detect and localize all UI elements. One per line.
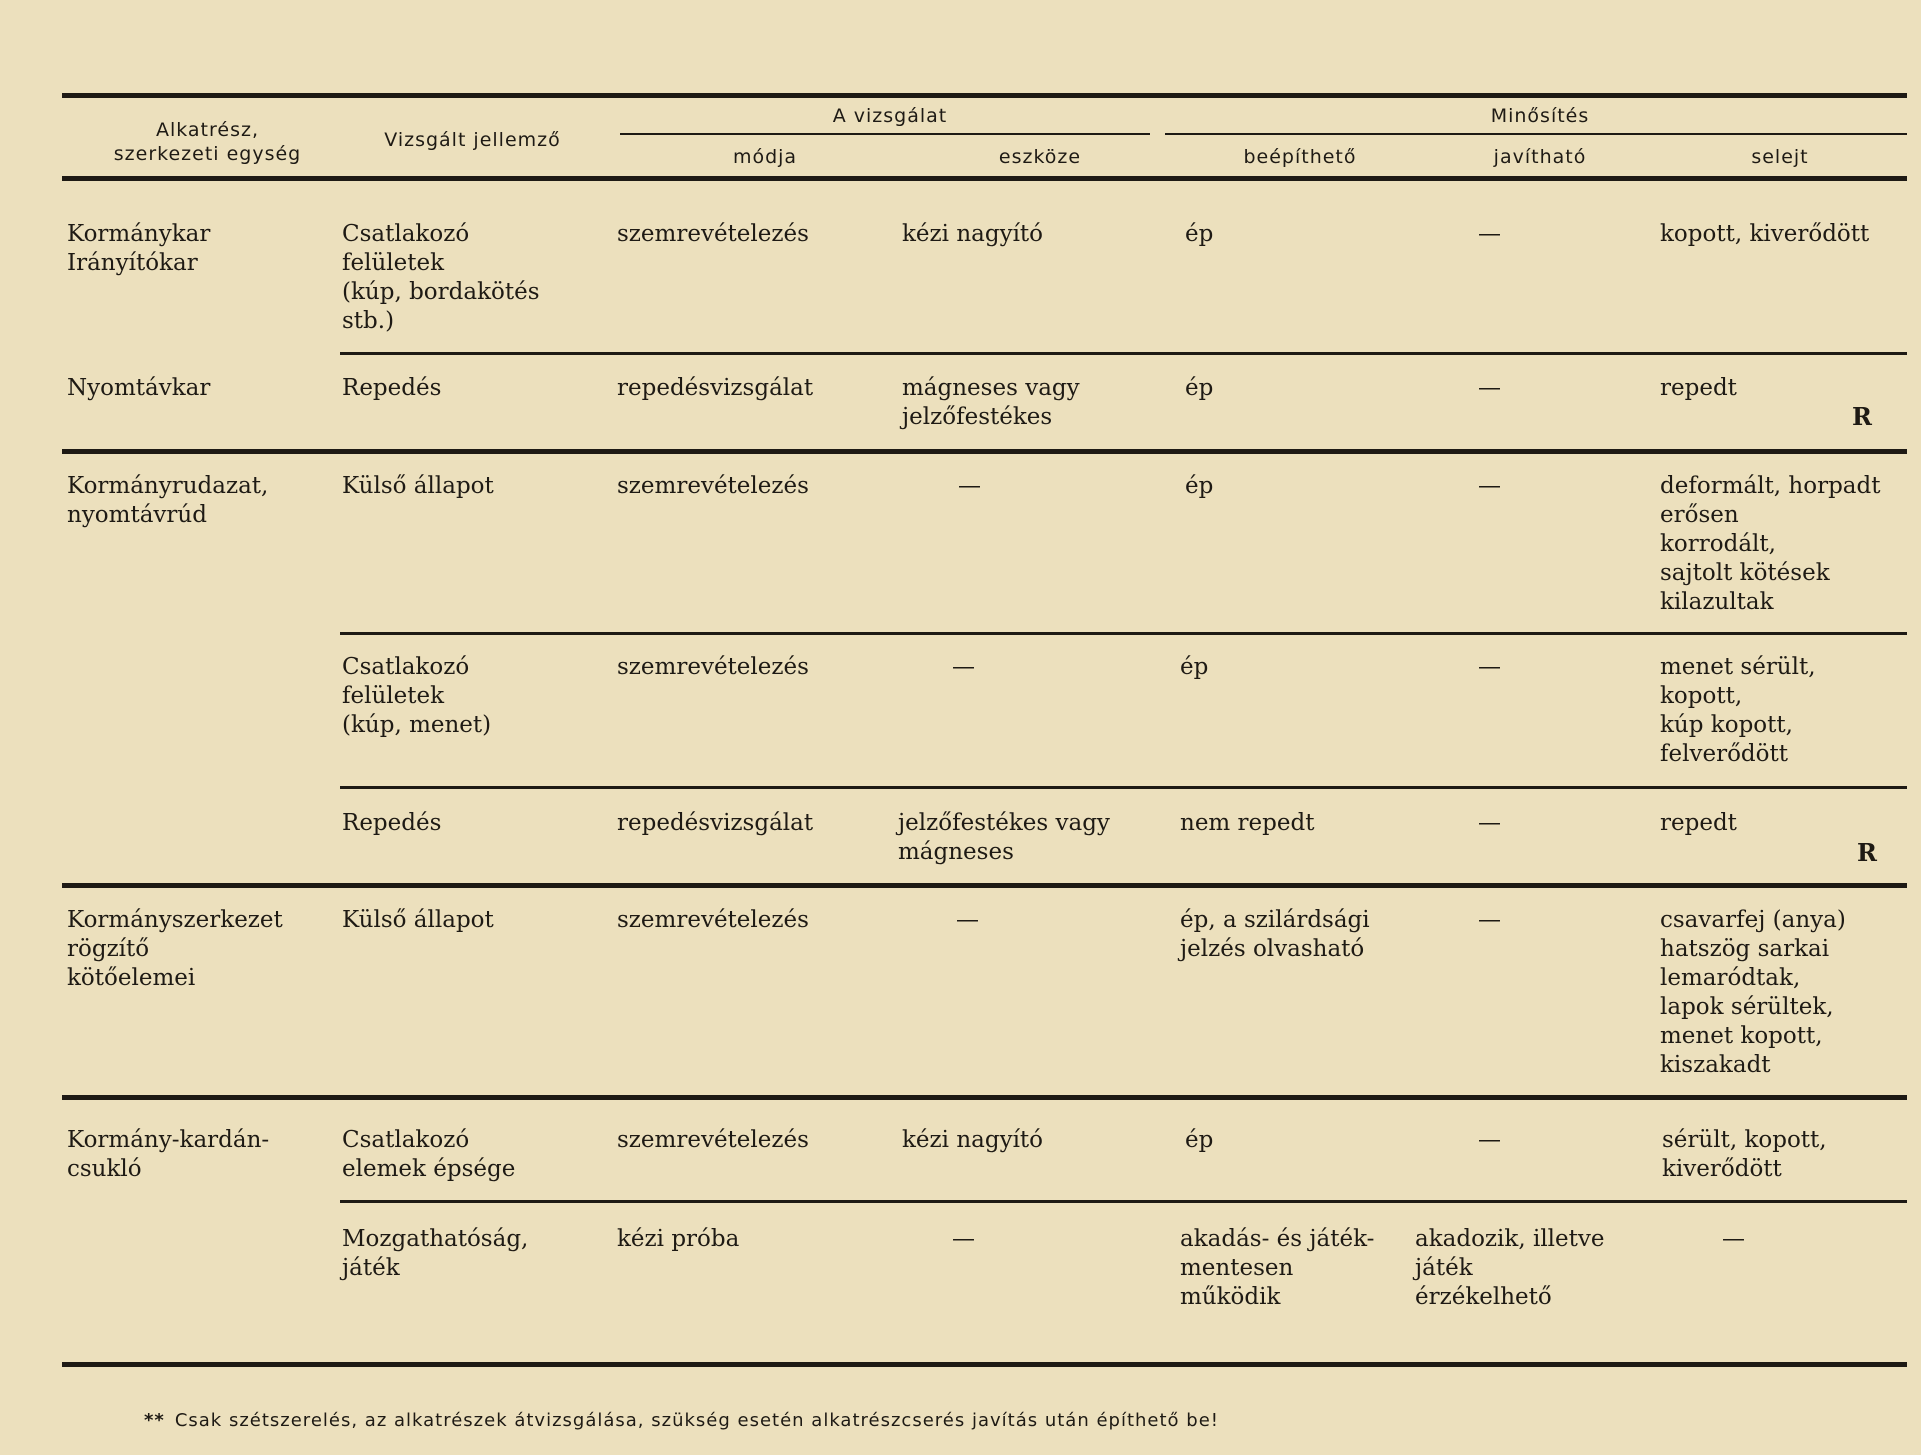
header-method: módja xyxy=(732,146,798,168)
row1-repairable: — xyxy=(1478,221,1501,247)
row1-reject: kopott, kiverődött xyxy=(1660,221,1870,247)
row6-installable: ép, a szilárdsági jelzés olvasható xyxy=(1180,907,1370,962)
row3-repairable: — xyxy=(1478,473,1501,499)
row1-tool: kézi nagyító xyxy=(902,221,1044,247)
row5-method: repedésvizsgálat xyxy=(617,810,814,836)
row2-tool: mágneses vagy jelzőfestékes xyxy=(902,375,1080,430)
rating-group-rule xyxy=(1165,133,1907,135)
header-part: Alkatrész, szerkezeti egység xyxy=(113,119,302,165)
row8-installable: akadás- és játék- mentesen működik xyxy=(1180,1226,1375,1310)
row2-part: Nyomtávkar xyxy=(67,375,211,401)
row1-method: szemrevételezés xyxy=(617,221,809,247)
row2-method: repedésvizsgálat xyxy=(617,375,814,401)
row2-installable: ép xyxy=(1185,375,1214,401)
row2-r-mark: R xyxy=(1852,402,1872,431)
row1-installable: ép xyxy=(1185,221,1214,247)
row5-divider xyxy=(62,883,1907,888)
row5-tool: jelzőfestékes vagy mágneses xyxy=(898,810,1110,865)
row2-divider xyxy=(62,449,1907,454)
row4-reject: menet sérült, kopott, kúp kopott, felverődött xyxy=(1660,654,1816,767)
row4-method: szemrevételezés xyxy=(617,654,809,680)
row6-tool: — xyxy=(956,907,979,933)
row6-divider xyxy=(62,1095,1907,1100)
row7-installable: ép xyxy=(1185,1127,1214,1153)
row3-reject: deformált, horpadt erősen korrodált, sajtolt kötések kilazultak xyxy=(1660,473,1881,615)
row8-tool: — xyxy=(952,1226,975,1252)
row4-divider xyxy=(340,786,1907,789)
header-rating-group: Minősítés xyxy=(1490,105,1590,127)
header-feature: Vizsgált jellemző xyxy=(384,129,561,151)
row3-tool: — xyxy=(958,473,981,499)
row6-part: Kormányszerkezet rögzítő kötőelemei xyxy=(67,907,283,991)
footnote-text: Csak szétszerelés, az alkatrészek átvizsgálása, szükség esetén alkatrészcserés javítás után építhető be! xyxy=(174,1410,1219,1431)
row1-feature: Csatlakozó felületek (kúp, bordakötés stb.) xyxy=(342,221,540,334)
row7-divider xyxy=(340,1200,1907,1203)
row2-feature: Repedés xyxy=(342,375,442,401)
row7-method: szemrevételezés xyxy=(617,1127,809,1153)
row4-feature: Csatlakozó felületek (kúp, menet) xyxy=(342,654,492,738)
row4-installable: ép xyxy=(1180,654,1209,680)
header-installable: beépíthető xyxy=(1243,146,1357,168)
row7-repairable: — xyxy=(1478,1127,1501,1153)
row1-part: Kormánykar Irányítókar xyxy=(67,221,211,276)
row6-repairable: — xyxy=(1478,907,1501,933)
row7-tool: kézi nagyító xyxy=(902,1127,1044,1153)
row8-feature: Mozgathatóság, játék xyxy=(342,1226,529,1281)
header-exam-group: A vizsgálat xyxy=(832,105,948,127)
row6-reject: csavarfej (anya) hatszög sarkai lemaródtak, lapok sérültek, menet kopott, kiszakadt xyxy=(1660,907,1846,1078)
row3-divider xyxy=(340,632,1907,635)
row4-tool: — xyxy=(952,654,975,680)
header-tool: eszköze xyxy=(998,146,1082,168)
row3-installable: ép xyxy=(1185,473,1214,499)
row7-reject: sérült, kopott, kiverődött xyxy=(1662,1127,1827,1182)
header-bottom-rule xyxy=(62,176,1907,181)
table-bottom-rule xyxy=(62,1362,1907,1367)
row1-divider xyxy=(340,352,1907,355)
table-top-rule xyxy=(62,93,1907,98)
row3-feature: Külső állapot xyxy=(342,473,494,499)
row6-method: szemrevételezés xyxy=(617,907,809,933)
row7-feature: Csatlakozó elemek épsége xyxy=(342,1127,516,1182)
row3-method: szemrevételezés xyxy=(617,473,809,499)
header-repairable: javítható xyxy=(1493,146,1587,168)
exam-group-rule xyxy=(620,133,1150,135)
row8-method: kézi próba xyxy=(617,1226,740,1252)
row2-reject: repedt xyxy=(1660,375,1737,401)
footnote-mark: ** xyxy=(144,1410,165,1431)
row4-repairable: — xyxy=(1478,654,1501,680)
row5-reject: repedt xyxy=(1660,810,1737,836)
row5-r-mark: R xyxy=(1857,838,1877,867)
row5-repairable: — xyxy=(1478,810,1501,836)
row3-part: Kormányrudazat, nyomtávrúd xyxy=(67,473,269,528)
footnote xyxy=(144,1410,1219,1431)
row8-repairable: akadozik, illetve játék érzékelhető xyxy=(1415,1226,1605,1310)
row7-part: Kormány-kardán- csukló xyxy=(67,1127,270,1182)
row5-installable: nem repedt xyxy=(1180,810,1315,836)
row2-repairable: — xyxy=(1478,375,1501,401)
header-reject: selejt xyxy=(1751,146,1809,168)
row8-reject: — xyxy=(1722,1226,1745,1252)
row6-feature: Külső állapot xyxy=(342,907,494,933)
row5-feature: Repedés xyxy=(342,810,442,836)
